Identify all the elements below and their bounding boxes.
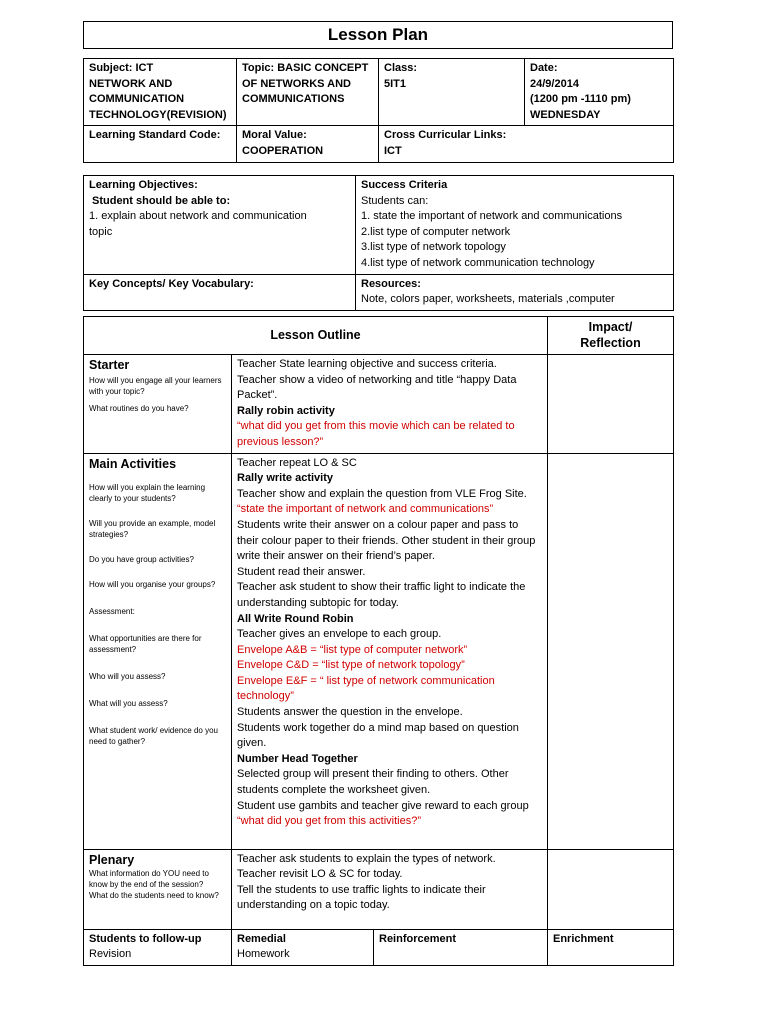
starter-content <box>232 355 548 454</box>
starter-questions <box>89 375 226 414</box>
starter-reflection <box>548 355 674 454</box>
follow-up-value: Revision <box>89 948 132 961</box>
objective-line: Student should be able to: <box>92 194 231 207</box>
success-line: 1. state the important of network and communications <box>361 210 623 223</box>
outline-line: Envelope E&F = “ list type of network communication technology” <box>237 674 495 703</box>
date-line: (1200 pm -1110 pm) <box>530 93 631 106</box>
subject-line: Subject: ICT <box>89 62 154 74</box>
class-cell <box>379 59 525 126</box>
subject-cell <box>84 59 237 126</box>
outline-line: “state the important of network and communications” <box>237 503 494 516</box>
main-questions <box>89 482 226 747</box>
class-value: 5IT1 <box>384 77 407 90</box>
main-reflection <box>548 453 674 849</box>
class-label: Class: <box>384 62 418 74</box>
outline-line: Teacher ask students to explain the types of network. <box>237 852 496 865</box>
outline-line: Teacher ask student to show their traffic light to indicate the understanding subtopic for today. <box>237 581 526 609</box>
starter-label-cell <box>84 355 232 454</box>
page-title: Lesson Plan <box>83 21 673 49</box>
outline-line: Students work together do a mind map based on question given. <box>237 721 519 750</box>
date-line: WEDNESDAY <box>530 108 601 121</box>
subject-line: TECHNOLOGY(REVISION) <box>89 108 227 121</box>
outline-line: “what did you get from this movie which can be related to previous lesson?” <box>237 420 515 448</box>
date-line: 24/9/2014 <box>530 77 579 90</box>
objective-line: 1. explain about network and communication <box>89 210 307 223</box>
outline-line: Teacher revisit LO & SC for today. <box>237 868 403 881</box>
learning-objectives-cell <box>84 176 356 275</box>
main-label-cell <box>84 453 232 849</box>
guide-question: What do the students need to know? <box>89 890 219 900</box>
guide-question: What student work/ evidence do you need to gather? <box>89 725 218 746</box>
remedial-value: Homework <box>237 948 290 961</box>
outline-line: Envelope A&B = “list type of computer network” <box>237 643 468 656</box>
outline-line: Teacher show and explain the question from VLE Frog Site. <box>237 487 527 500</box>
outline-line: Number Head Together <box>237 752 358 765</box>
moral-value-cell <box>237 126 379 162</box>
cross-curricular-cell <box>379 126 674 162</box>
guide-question: What information do YOU need to know by the end of the session? <box>89 868 209 889</box>
success-line: 3.list type of network topology <box>361 241 506 254</box>
objectives-table <box>83 175 674 311</box>
remedial-label: Remedial <box>237 932 286 945</box>
follow-up-label: Students to follow-up <box>89 932 202 945</box>
subject-line: NETWORK AND <box>89 77 173 90</box>
main-activities-title: Main Activities <box>89 456 177 471</box>
moral-value-label: Moral Value: <box>242 129 307 142</box>
plenary-reflection <box>548 849 674 929</box>
objective-line: topic <box>89 225 113 238</box>
success-line: 2.list type of computer network <box>361 225 511 238</box>
impact-reflection-heading <box>548 317 674 355</box>
lesson-outline-table <box>83 316 674 966</box>
outline-line: Envelope C&D = “list type of network topology” <box>237 659 465 672</box>
cross-curricular-label: Cross Curricular Links: <box>384 129 507 142</box>
guide-question: Assessment: <box>89 606 135 616</box>
topic-line: OF NETWORKS AND <box>242 77 351 90</box>
outline-line: Tell the students to use traffic lights to indicate their understanding on a topic today. <box>237 883 486 912</box>
follow-up-cell <box>84 929 232 965</box>
success-criteria-cell <box>356 176 674 275</box>
date-cell <box>525 59 674 126</box>
outline-line: Rally robin activity <box>237 404 335 417</box>
reinforcement-cell: Reinforcement <box>374 929 548 965</box>
outline-line: Teacher show a video of networking and title “happy Data Packet”. <box>237 373 517 402</box>
outline-line: Student read their answer. <box>237 565 366 578</box>
learning-standard-cell: Learning Standard Code: <box>84 126 237 162</box>
guide-question: What routines do you have? <box>89 404 189 413</box>
outline-line: Students answer the question in the envelope. <box>237 706 463 719</box>
outline-line: Teacher repeat LO & SC <box>237 456 357 469</box>
remedial-cell <box>232 929 374 965</box>
topic-cell <box>237 59 379 126</box>
outline-line: Selected group will present their finding to others. Other students complete the worksheet given. <box>237 768 509 797</box>
guide-question: Do you have group activities? <box>89 554 194 564</box>
subject-line: COMMUNICATION <box>89 93 185 106</box>
enrichment-cell: Enrichment <box>548 929 674 965</box>
resources-cell <box>356 274 674 310</box>
outline-line: “what did you get from this activities?” <box>237 815 422 828</box>
guide-question: How will you organise your groups? <box>89 579 216 589</box>
success-line: 4.list type of network communication technology <box>361 256 595 269</box>
guide-question: Will you provide an example, model strategies? <box>89 518 216 539</box>
topic-line: Topic: BASIC CONCEPT <box>242 62 369 74</box>
main-activities-content <box>232 453 548 849</box>
guide-question: What will you assess? <box>89 698 168 708</box>
guide-question: Who will you assess? <box>89 671 166 681</box>
lesson-outline-heading: Lesson Outline <box>84 317 548 355</box>
plenary-label-cell <box>84 849 232 929</box>
outline-line: Teacher gives an envelope to each group. <box>237 628 442 641</box>
guide-question: How will you engage all your learners with your topic? <box>89 376 222 396</box>
outline-line: Teacher State learning objective and success criteria. <box>237 358 497 370</box>
outline-line: Students write their answer on a colour paper and pass to their colour paper to their friends. Other student in their group write their answer on their friend’s paper. <box>237 518 536 563</box>
success-criteria-heading: Success Criteria <box>361 179 448 191</box>
resources-value: Note, colors paper, worksheets, materials ,computer <box>361 293 615 306</box>
info-table <box>83 58 674 163</box>
starter-title: Starter <box>89 358 130 372</box>
plenary-title: Plenary <box>89 852 135 867</box>
date-line: Date: <box>530 62 558 74</box>
topic-line: COMMUNICATIONS <box>242 93 345 106</box>
learning-objectives-heading: Learning Objectives: <box>89 179 198 191</box>
impact-line: Reflection <box>580 335 641 350</box>
cross-curricular-value: ICT <box>384 144 402 157</box>
moral-value-value: COOPERATION <box>242 144 324 157</box>
guide-question: How will you explain the learning clearly to your students? <box>89 482 206 503</box>
success-line: Students can: <box>361 194 429 207</box>
resources-heading: Resources: <box>361 277 421 290</box>
guide-question: What opportunities are there for assessment? <box>89 633 202 654</box>
impact-line: Impact/ <box>588 319 633 334</box>
outline-line: Rally write activity <box>237 472 333 485</box>
outline-line: All Write Round Robin <box>237 612 354 625</box>
outline-line: Student use gambits and teacher give reward to each group <box>237 799 529 812</box>
plenary-content <box>232 849 548 929</box>
key-concepts-cell: Key Concepts/ Key Vocabulary: <box>84 274 356 310</box>
